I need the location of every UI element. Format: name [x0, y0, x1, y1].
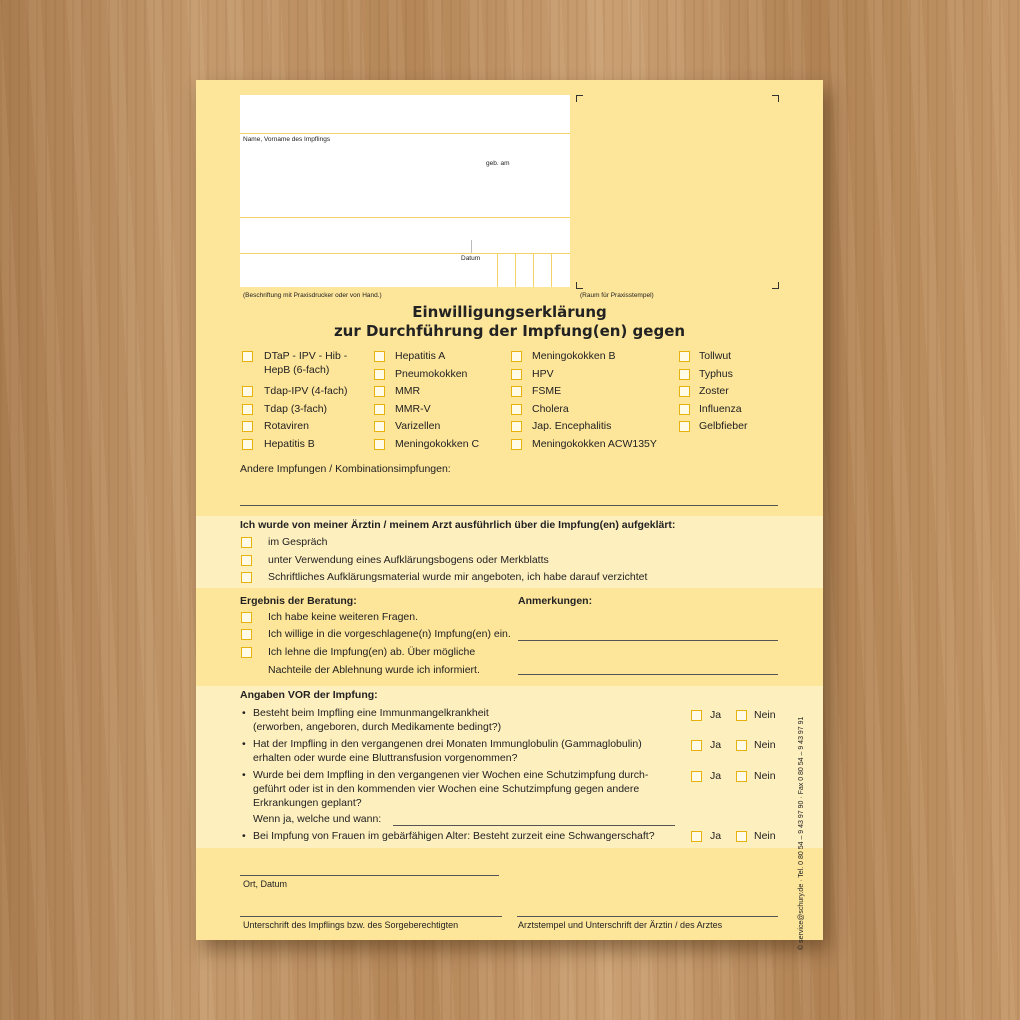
checkbox-tollwut[interactable] — [679, 351, 690, 362]
stamp-corner-tr — [772, 95, 779, 102]
aufklaerung-option: Schriftliches Aufklärungsmaterial wurde mir angeboten, ich habe darauf verzichtet — [268, 571, 648, 583]
ergebnis-heading: Ergebnis der Beratung: — [240, 595, 357, 607]
checkbox-ablehnung[interactable] — [241, 647, 252, 658]
date-label: Datum — [461, 255, 481, 262]
checkbox-q3-nein[interactable] — [736, 771, 747, 782]
form-subtitle: zur Durchführung der Impfung(en) gegen — [333, 322, 686, 340]
ja-label: Ja — [710, 770, 722, 782]
signature-doctor-line[interactable] — [517, 916, 778, 917]
question-3-cont: Erkrankungen geplant? — [253, 797, 362, 809]
checkbox-influenza[interactable] — [679, 404, 690, 415]
ja-label: Ja — [710, 739, 722, 751]
aufklaerung-heading: Ich wurde von meiner Ärztin / meinem Arzt ausführlich über die Impfung(en) aufgeklärt: — [240, 519, 676, 531]
stamp-corner-br — [772, 282, 779, 289]
checkbox-q1-nein[interactable] — [736, 710, 747, 721]
vaccine-label-dtap-2: HepB (6-fach) — [264, 364, 330, 376]
vaccine-label: Meningokokken ACW135Y — [532, 438, 657, 450]
vaccine-label: Cholera — [532, 403, 569, 415]
question-1: Besteht beim Impfling eine Immunmangelkrankheit — [253, 707, 489, 719]
vaccine-label: Rotaviren — [264, 420, 309, 432]
stamp-note: (Raum für Praxisstempel) — [580, 292, 654, 299]
vaccine-label: Tdap (3-fach) — [264, 403, 328, 415]
checkbox-hepatitis-a[interactable] — [374, 351, 385, 362]
ergebnis-option-cont: Nachteile der Ablehnung wurde ich informiert. — [268, 664, 480, 676]
checkbox-fsme[interactable] — [511, 386, 522, 397]
checkbox-q2-nein[interactable] — [736, 740, 747, 751]
ergebnis-option: Ich lehne die Impfung(en) ab. Über mögliche — [268, 646, 476, 658]
checkbox-typhus[interactable] — [679, 369, 690, 380]
anmerkungen-line-2[interactable] — [518, 674, 778, 675]
which-when-line[interactable] — [393, 825, 675, 826]
question-2: Hat der Impfling in den vergangenen drei Monaten Immunglobulin (Gammaglobulin) — [253, 738, 642, 750]
vaccine-label: MMR-V — [395, 403, 431, 415]
checkbox-mmr-v[interactable] — [374, 404, 385, 415]
checkbox-gespraech[interactable] — [241, 537, 252, 548]
vaccine-label: Hepatitis B — [264, 438, 315, 450]
vaccine-label: FSME — [532, 385, 562, 397]
question-1-cont: (erworben, angeboren, durch Medikamente bedingt?) — [253, 721, 502, 733]
label-note: (Beschriftung mit Praxisdrucker oder von Hand.) — [243, 292, 382, 299]
checkbox-q4-nein[interactable] — [736, 831, 747, 842]
vaccine-label: Gelbfieber — [699, 420, 748, 432]
vaccine-label: Typhus — [699, 368, 733, 380]
bullet: • — [242, 769, 246, 781]
vaccine-label: Tdap-IPV (4-fach) — [264, 385, 348, 397]
checkbox-gelbfieber[interactable] — [679, 421, 690, 432]
aufklaerung-option: im Gespräch — [268, 536, 328, 548]
anmerkungen-line-1[interactable] — [518, 640, 778, 641]
question-3-cont: geführt oder ist in den kommenden vier Wochen eine Schutzimpfung gegen andere — [253, 783, 640, 795]
question-3-which: Wenn ja, welche und wann: — [253, 813, 382, 825]
question-4: Bei Impfung von Frauen im gebärfähigen Alter: Besteht zurzeit eine Schwangerschaft? — [253, 830, 655, 842]
checkbox-keine-fragen[interactable] — [241, 612, 252, 623]
vaccine-label: Meningokokken C — [395, 438, 480, 450]
stamp-corner-bl — [576, 282, 583, 289]
checkbox-einwilligung[interactable] — [241, 629, 252, 640]
anmerkungen-heading: Anmerkungen: — [518, 595, 593, 607]
checkbox-pneumokokken[interactable] — [374, 369, 385, 380]
nein-label: Nein — [754, 830, 776, 842]
checkbox-tdap-ipv[interactable] — [242, 386, 253, 397]
bullet: • — [242, 707, 246, 719]
vaccine-label: Zoster — [699, 385, 729, 397]
other-vaccines-label: Andere Impfungen / Kombinationsimpfungen: — [240, 463, 451, 475]
checkbox-meningokokken-acwy[interactable] — [511, 439, 522, 450]
bullet: • — [242, 830, 246, 842]
other-vaccines-line[interactable] — [240, 505, 778, 506]
ja-label: Ja — [710, 709, 722, 721]
checkbox-q1-ja[interactable] — [691, 710, 702, 721]
checkbox-mmr[interactable] — [374, 386, 385, 397]
checkbox-dtap[interactable] — [242, 351, 253, 362]
vaccine-label: Varizellen — [395, 420, 441, 432]
bullet: • — [242, 738, 246, 750]
signature-patient-label: Unterschrift des Impflings bzw. des Sorgeberechtigten — [243, 920, 459, 930]
checkbox-q3-ja[interactable] — [691, 771, 702, 782]
angaben-heading: Angaben VOR der Impfung: — [240, 689, 378, 701]
checkbox-cholera[interactable] — [511, 404, 522, 415]
checkbox-rotaviren[interactable] — [242, 421, 253, 432]
publisher-contact: © service@schury.de · Tel. 0 80 54 – 9 43 97 90 · Fax 0 80 54 – 9 43 97 91 — [798, 716, 805, 950]
nein-label: Nein — [754, 709, 776, 721]
nein-label: Nein — [754, 739, 776, 751]
checkbox-hepatitis-b[interactable] — [242, 439, 253, 450]
vaccine-label: Tollwut — [699, 350, 732, 362]
checkbox-jap-encephalitis[interactable] — [511, 421, 522, 432]
vaccine-label: Influenza — [699, 403, 742, 415]
checkbox-verzicht[interactable] — [241, 572, 252, 583]
ja-label: Ja — [710, 830, 722, 842]
name-label: Name, Vorname des Impflings — [243, 136, 331, 143]
question-2-cont: erhalten oder wurde eine Bluttransfusion vorgenommen? — [253, 752, 518, 764]
checkbox-varizellen[interactable] — [374, 421, 385, 432]
vaccine-label: HPV — [532, 368, 554, 380]
checkbox-meningokokken-c[interactable] — [374, 439, 385, 450]
signature-doctor-label: Arztstempel und Unterschrift der Ärztin / des Arztes — [518, 920, 723, 930]
birthdate-label: geb. am — [486, 160, 510, 167]
nein-label: Nein — [754, 770, 776, 782]
question-3: Wurde bei dem Impfling in den vergangenen vier Wochen eine Schutzimpfung durch- — [253, 769, 649, 781]
ort-datum-line[interactable] — [240, 875, 499, 876]
ergebnis-option: Ich willige in die vorgeschlagene(n) Impfung(en) ein. — [268, 628, 511, 640]
checkbox-zoster[interactable] — [679, 386, 690, 397]
stamp-corner-tl — [576, 95, 583, 102]
consent-form-sheet — [196, 80, 823, 950]
checkbox-aufklaerungsbogen[interactable] — [241, 555, 252, 566]
ergebnis-option: Ich habe keine weiteren Fragen. — [268, 611, 419, 623]
aufklaerung-option: unter Verwendung eines Aufklärungsbogens oder Merkblatts — [268, 554, 549, 566]
patient-label-box — [240, 95, 570, 287]
vaccine-label: Jap. Encephalitis — [532, 420, 612, 432]
vaccine-label: Meningokokken B — [532, 350, 616, 362]
checkbox-q2-ja[interactable] — [691, 740, 702, 751]
vaccine-label-dtap-1: DTaP - IPV - Hib - — [264, 350, 348, 362]
checkbox-q4-ja[interactable] — [691, 831, 702, 842]
checkbox-hpv[interactable] — [511, 369, 522, 380]
checkbox-meningokokken-b[interactable] — [511, 351, 522, 362]
checkbox-tdap[interactable] — [242, 404, 253, 415]
signature-patient-line[interactable] — [240, 916, 502, 917]
vaccine-label: Pneumokokken — [395, 368, 468, 380]
vaccine-label: MMR — [395, 385, 421, 397]
form-title: Einwilligungserklärung — [412, 303, 607, 321]
vaccine-label: Hepatitis A — [395, 350, 446, 362]
ort-datum-label: Ort, Datum — [243, 879, 288, 889]
